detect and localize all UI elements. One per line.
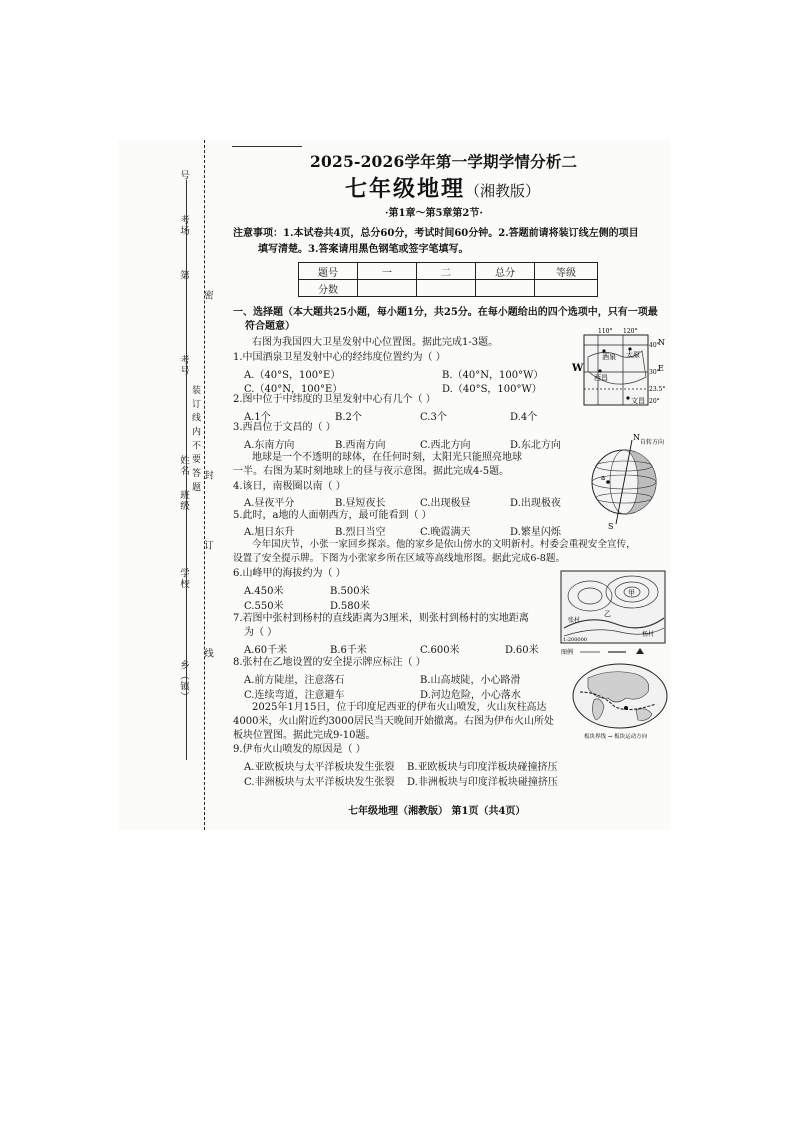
binding-line xyxy=(204,140,205,830)
map1-east: E xyxy=(658,364,664,373)
q9-option-b[interactable]: B.亚欧板块与印度洋板块碰撞挤压 xyxy=(407,762,558,773)
q7-stem-line2: 为（ ） xyxy=(244,627,278,638)
intro-4-line2: 4000米，火山附近约3000居民当天晚间开始撤离。右图为伊布火山所处 xyxy=(233,716,554,727)
margin-kaochang: 考场 xyxy=(178,215,189,236)
map1-wenchang: 文昌 xyxy=(631,397,645,405)
q5-option-d[interactable]: D.繁星闪烁 xyxy=(510,527,561,538)
score-cell[interactable] xyxy=(535,280,598,297)
q6-option-a[interactable]: A.450米 xyxy=(244,586,284,597)
q7-option-c[interactable]: C.600米 xyxy=(420,645,460,656)
q5-stem: 5.此时，a地的人面朝西方，最可能看到（ ） xyxy=(233,510,432,521)
intro-4-line1: 2025年1月15日，位于印度尼西亚的伊布火山喷发，火山灰柱高达 xyxy=(252,702,547,713)
q8-option-a[interactable]: A.前方陡崖，注意落石 xyxy=(244,675,345,686)
q6-stem: 6.山峰甲的海拔约为（ ） xyxy=(233,568,346,579)
q3-stem: 3.西昌位于文昌的（ ） xyxy=(233,422,336,433)
subject-name: 七年级地理 xyxy=(345,176,466,202)
q8-option-b[interactable]: B.山高坡陡，小心路滑 xyxy=(420,675,521,686)
row-label: 分数 xyxy=(299,280,358,297)
margin-warning: 装 订 线 内 不 要 答 题 xyxy=(190,385,200,493)
q3-option-a[interactable]: A.东南方向 xyxy=(244,440,295,451)
score-value-row xyxy=(299,280,598,297)
q2-option-b[interactable]: B.2个 xyxy=(335,412,362,423)
q7-stem-line1: 7.若图中张村到杨村的直线距离为3厘米，则张村到杨村的实地距离 xyxy=(233,613,529,624)
th-grade: 等级 xyxy=(535,263,598,280)
contour-map xyxy=(560,570,668,658)
q4-stem: 4.该日，南极圈以南（ ） xyxy=(233,481,346,492)
map1-taiyuan: 太原 xyxy=(626,351,640,359)
q1-stem: 1.中国酒泉卫星发射中心的经纬度位置约为（ ） xyxy=(233,352,446,363)
launch-center-map xyxy=(568,327,668,409)
contour-legend: 图例 xyxy=(561,649,574,656)
q7-option-a[interactable]: A.60千米 xyxy=(244,645,288,656)
map1-label: 23.5° xyxy=(649,386,666,393)
score-cell[interactable] xyxy=(358,280,417,297)
intro-3-line2: 设置了安全提示牌。下图为小张家乡所在区域等高线地形图。据此完成6-8题。 xyxy=(233,553,566,564)
margin-xuexiao: 学校 xyxy=(178,568,189,589)
map1-west: W xyxy=(572,363,584,374)
intro-2-line1: 地球是一个不透明的球体，在任何时刻，太阳光只能照亮地球 xyxy=(252,452,522,463)
q3-option-c[interactable]: C.西北方向 xyxy=(420,440,471,451)
q4-option-b[interactable]: B.昼短夜长 xyxy=(335,498,386,509)
score-cell[interactable] xyxy=(417,280,476,297)
q3-option-b[interactable]: B.西南方向 xyxy=(335,440,386,451)
contour-point-yi: 乙 xyxy=(604,610,611,618)
th-one: 一 xyxy=(358,263,417,280)
map1-label: 30° xyxy=(649,369,660,376)
edition: （湘教版） xyxy=(465,182,541,200)
q8-option-c[interactable]: C.连续弯道，注意避车 xyxy=(244,690,345,701)
margin-di: 第 xyxy=(178,270,189,281)
margin-kaohao: 考号 xyxy=(178,355,189,376)
map1-label: 120° xyxy=(623,328,638,335)
q2-stem: 2.图中位于中纬度的卫星发射中心有几个（ ） xyxy=(233,394,436,405)
q5-option-a[interactable]: A.旭日东升 xyxy=(244,527,295,538)
plate-legend: 板块界线 → 板块运动方向 xyxy=(584,734,648,740)
q7-option-b[interactable]: B.6千米 xyxy=(330,645,367,656)
q1-option-a[interactable]: A.（40°S，100°E） xyxy=(244,370,341,381)
q6-option-c[interactable]: C.550米 xyxy=(244,601,284,612)
plate-map xyxy=(570,662,670,742)
q6-option-b[interactable]: B.500米 xyxy=(330,586,370,597)
margin-hao: 号 xyxy=(178,170,189,181)
margin-xian: 线 xyxy=(202,648,213,659)
q7-option-d[interactable]: D.60米 xyxy=(505,645,539,656)
scope-line: ·第1章～第5章第2节· xyxy=(385,208,483,219)
q2-option-a[interactable]: A.1个 xyxy=(244,412,271,423)
q9-stem: 9.伊布火山喷发的原因是（ ） xyxy=(233,744,366,755)
page-footer: 七年级地理（湘教版） 第1页（共4页） xyxy=(348,806,526,817)
q2-option-c[interactable]: C.3个 xyxy=(420,412,447,423)
map1-label: 40° xyxy=(649,342,660,349)
intro-4-line3: 板块位置图。据此完成9-10题。 xyxy=(233,730,376,741)
q1-option-b[interactable]: B.（40°N，100°W） xyxy=(442,370,544,381)
th-total: 总分 xyxy=(476,263,535,280)
globe-point-a: a xyxy=(601,474,606,482)
q2-option-d[interactable]: D.4个 xyxy=(510,412,538,423)
q9-option-d[interactable]: D.非洲板块与印度洋板块碰撞挤压 xyxy=(407,777,558,788)
margin-xiangzhen: 乡（镇） xyxy=(178,660,189,702)
score-cell[interactable] xyxy=(476,280,535,297)
globe-rotation: 自转方向 xyxy=(640,439,665,446)
th-two: 二 xyxy=(417,263,476,280)
margin-mi: 密 xyxy=(202,290,213,301)
margin-ding: 订 xyxy=(202,540,213,551)
q9-option-a[interactable]: A.亚欧板块与太平洋板块发生张裂 xyxy=(244,762,395,773)
exam-title: 2025-2026学年第一学期学情分析二 xyxy=(310,152,578,171)
map1-jiuquan: 酒泉 xyxy=(602,353,616,361)
intro-1: 右图为我国四大卫星发射中心位置图。据此完成1-3题。 xyxy=(252,337,499,348)
contour-scale: 1:200000 xyxy=(563,637,587,643)
q4-option-a[interactable]: A.昼夜平分 xyxy=(244,498,295,509)
intro-2-line2: 一半。右图为某时刻地球上的昼与夜示意图。据此完成4-5题。 xyxy=(233,466,510,477)
contour-peak-jia: 甲 xyxy=(628,589,635,597)
q5-option-b[interactable]: B.烈日当空 xyxy=(335,527,386,538)
section1-heading-2: 符合题意） xyxy=(245,321,295,332)
notice-line1: 注意事项：1.本试卷共4页，总分60分，考试时间60分钟。2.答题前请将装订线左侧的项目 xyxy=(233,228,639,239)
map1-label: 110° xyxy=(598,328,613,335)
q6-option-d[interactable]: D.580米 xyxy=(330,601,370,612)
score-header-row xyxy=(299,263,598,280)
margin-fill-line xyxy=(186,180,187,760)
margin-xingming: 姓名 xyxy=(178,455,189,476)
q1-option-d[interactable]: D.（40°S，100°W） xyxy=(442,384,542,395)
section1-heading-1: 一、选择题（本大题共25小题，每小题1分，共25分。在每小题给出的四个选项中，只有一项最 xyxy=(233,307,658,318)
top-rule xyxy=(232,146,302,147)
q9-option-c[interactable]: C.非洲板块与太平洋板块发生张裂 xyxy=(244,777,395,788)
contour-yangcun: 杨村 xyxy=(642,631,655,638)
q4-option-c[interactable]: C.出现极昼 xyxy=(420,498,471,509)
q4-option-d[interactable]: D.出现极夜 xyxy=(510,498,561,509)
map1-xichang: 西昌 xyxy=(594,374,608,382)
margin-feng: 封 xyxy=(202,470,213,481)
globe-south: S xyxy=(608,522,614,530)
q8-option-d[interactable]: D.河边危险，小心落水 xyxy=(420,690,521,701)
q8-stem: 8.张村在乙地设置的安全提示牌应标注（ ） xyxy=(233,657,426,668)
day-night-globe xyxy=(582,430,672,530)
q3-option-d[interactable]: D.东北方向 xyxy=(510,440,561,451)
map1-label: 20° xyxy=(649,398,660,405)
q5-option-c[interactable]: C.晚霞满天 xyxy=(420,527,471,538)
q1-option-c[interactable]: C.（40°N，100°E） xyxy=(244,384,343,395)
intro-3-line1: 今年国庆节，小张一家回乡探亲。他的家乡是依山傍水的文明新村。村委会重视安全宣传， xyxy=(252,539,636,550)
globe-north: N xyxy=(633,433,640,442)
score-table xyxy=(298,262,598,297)
th-tihao: 题号 xyxy=(299,263,358,280)
margin-banji: 班级 xyxy=(178,490,189,511)
map1-north: N xyxy=(658,338,665,347)
notice-line2: 填写清楚。3.答案请用黑色钢笔或签字笔填写。 xyxy=(258,244,469,255)
subject-title xyxy=(345,172,540,203)
contour-zhangcun: 张村 xyxy=(568,617,581,624)
